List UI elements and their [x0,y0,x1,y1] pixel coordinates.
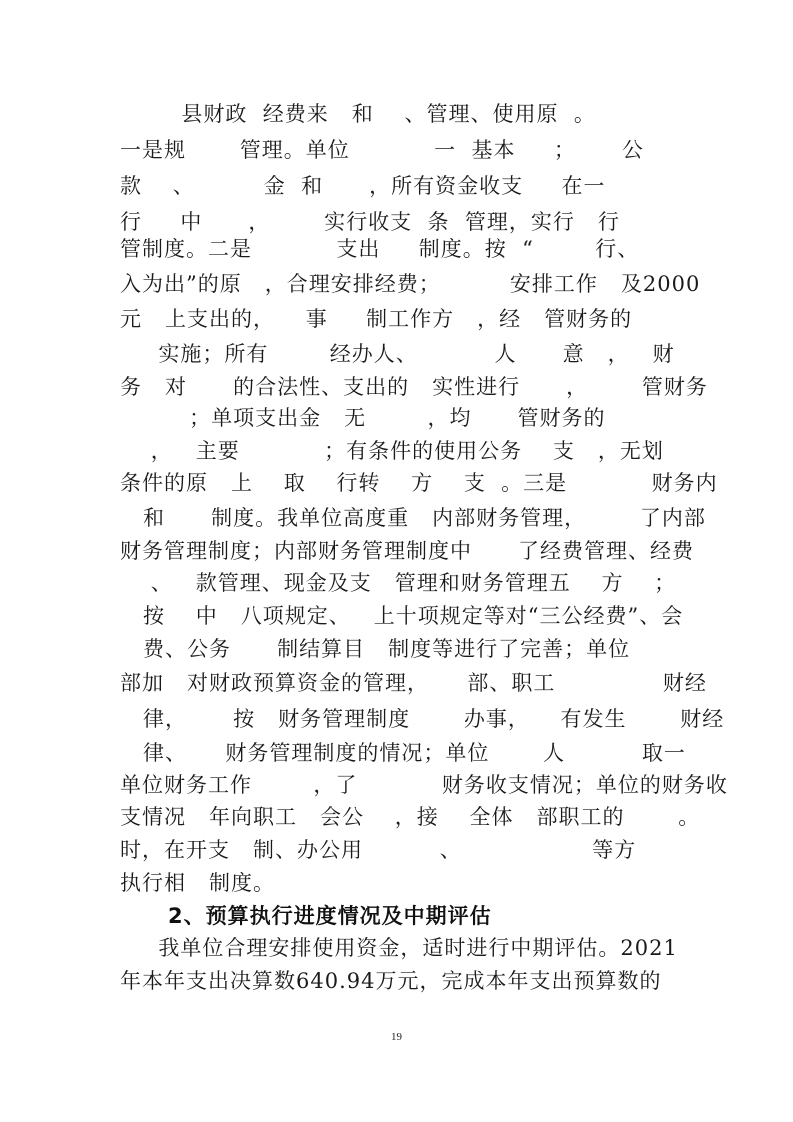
body-line: 、 款管理、现金及支 管理和财务管理五 方 ； [120,571,677,595]
body-line: 行 中 ， 实行收支 条 管理，实行 行 [120,210,620,234]
section-heading: 2、预算执行进度情况及中期评估 [168,904,492,928]
page-number: 19 [391,1031,402,1043]
body-line: 部加 对财政预算资金的管理， 部、职工 财经 [120,671,707,695]
body-line: 单位财务工作 ，了 财务收支情况；单位的财务收 [120,773,728,797]
body-line: ；单项支出金 无 ，均 管财务的 [120,406,606,430]
body-line: 财务管理制度；内部财务管理制度中 了经费管理、经费 [120,539,695,563]
paragraph-line: 我单位合理安排使用资金，适时进行中期评估。2021 [120,936,678,960]
body-line: 务 对 的合法性、支出的 实性进行 ， 管财务 [120,375,708,399]
body-line: 律、 财务管理制度的情况；单位 人 取一 [120,741,686,765]
body-line: 费、公务 制结算目 制度等进行了完善；单位 [120,637,631,661]
body-line: 条件的原 上 取 行转 方 支 。三是 财务内 [120,471,718,495]
body-line: 支情况 年向职工 会公 ，接 全体 部职工的 。 [120,805,701,829]
body-line: 时，在开支 制、办公用 、 等方 [120,838,637,862]
body-line: 一是规 管理。单位 一 基本 ； 公 [120,138,644,162]
body-line: 元 上支出的， 事 制工作方 ，经 管财务的 [120,307,633,331]
body-line: 县财政 经费来 和 、管理、使用原 。 [120,102,596,126]
body-line: 和 制度。我单位高度重 内部财务管理， 了内部 [120,506,706,530]
body-line: 款 、 金 和 ，所有资金收支 在一 [120,174,606,198]
body-line: 执行相 制度。 [120,871,276,895]
body-line: 实施；所有 经办人、 人 意 ， 财 [120,342,675,366]
body-line: 管制度。二是 支出 制度。按 “ 行、 [120,237,640,261]
body-line: 按 中 八项规定、 上十项规定等对“三公经费”、会 [120,604,684,628]
body-line: 入为出”的原 ，合理安排经费； 安排工作 及2000 [120,272,701,296]
body-line: 律， 按 财务管理制度 办事， 有发生 财经 [120,707,725,731]
paragraph-line: 年本年支出决算数640.94万元，完成本年支出预算数的 [120,969,662,993]
body-line: ， 主要 ；有条件的使用公务 支 ，无划 [120,439,664,463]
